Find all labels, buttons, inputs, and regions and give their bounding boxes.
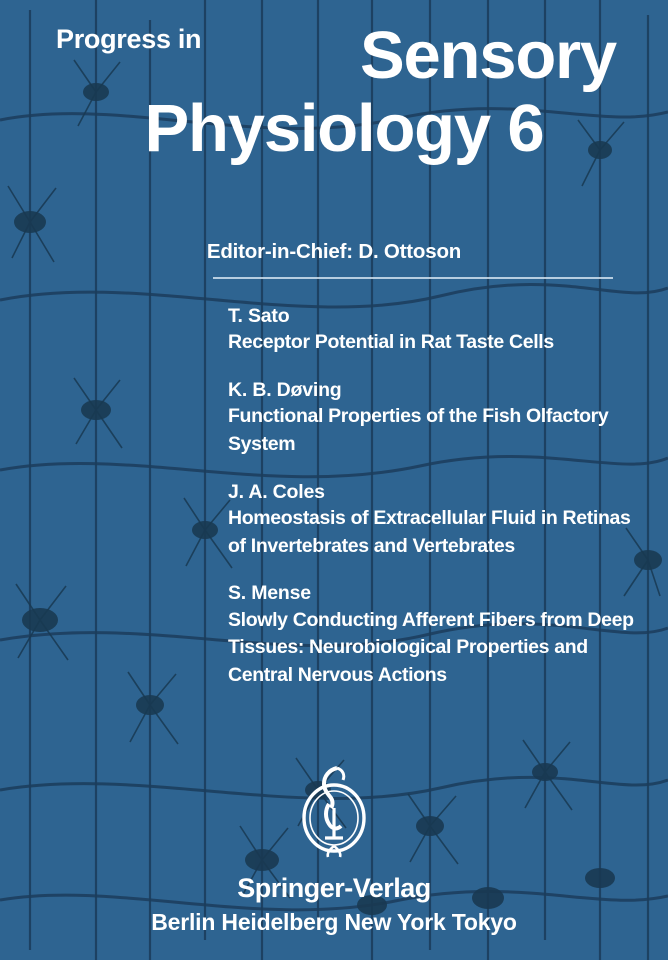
entry-title: Functional Properties of the Fish Olfactory System	[228, 405, 609, 455]
title-line-2: Physiology 6	[144, 90, 544, 166]
publisher-block	[0, 872, 668, 937]
publisher-cities: Berlin Heidelberg New York Tokyo	[151, 909, 517, 936]
title-line-1: Sensory	[359, 18, 616, 93]
springer-horse-logo	[291, 762, 377, 858]
divider-rule	[213, 277, 613, 279]
list-item	[228, 377, 646, 459]
entry-title: Receptor Potential in Rat Taste Cells	[228, 331, 554, 354]
title-block	[0, 18, 668, 166]
entry-author: S. Mense	[228, 582, 311, 605]
entry-author: T. Sato	[228, 305, 290, 327]
entry-title: Homeostasis of Extracellular Fluid in Retinas of Invertebrates and Vertebrates	[228, 507, 631, 557]
publisher-logo	[0, 762, 668, 858]
entry-title: Slowly Conducting Afferent Fibers from Deep Tissues: Neurobiological Properties and Central Nervous Actions	[228, 608, 634, 687]
list-item	[228, 479, 646, 561]
entry-author: J. A. Coles	[228, 480, 325, 503]
entry-author: K. B. Døving	[228, 379, 342, 401]
contents-list	[228, 303, 646, 710]
editor-in-chief: Editor-in-Chief: D. Ottoson	[206, 240, 462, 263]
series-label: Progress in	[56, 24, 202, 54]
list-item	[228, 580, 646, 689]
list-item	[228, 303, 646, 357]
publisher-name: Springer-Verlag	[237, 873, 431, 903]
